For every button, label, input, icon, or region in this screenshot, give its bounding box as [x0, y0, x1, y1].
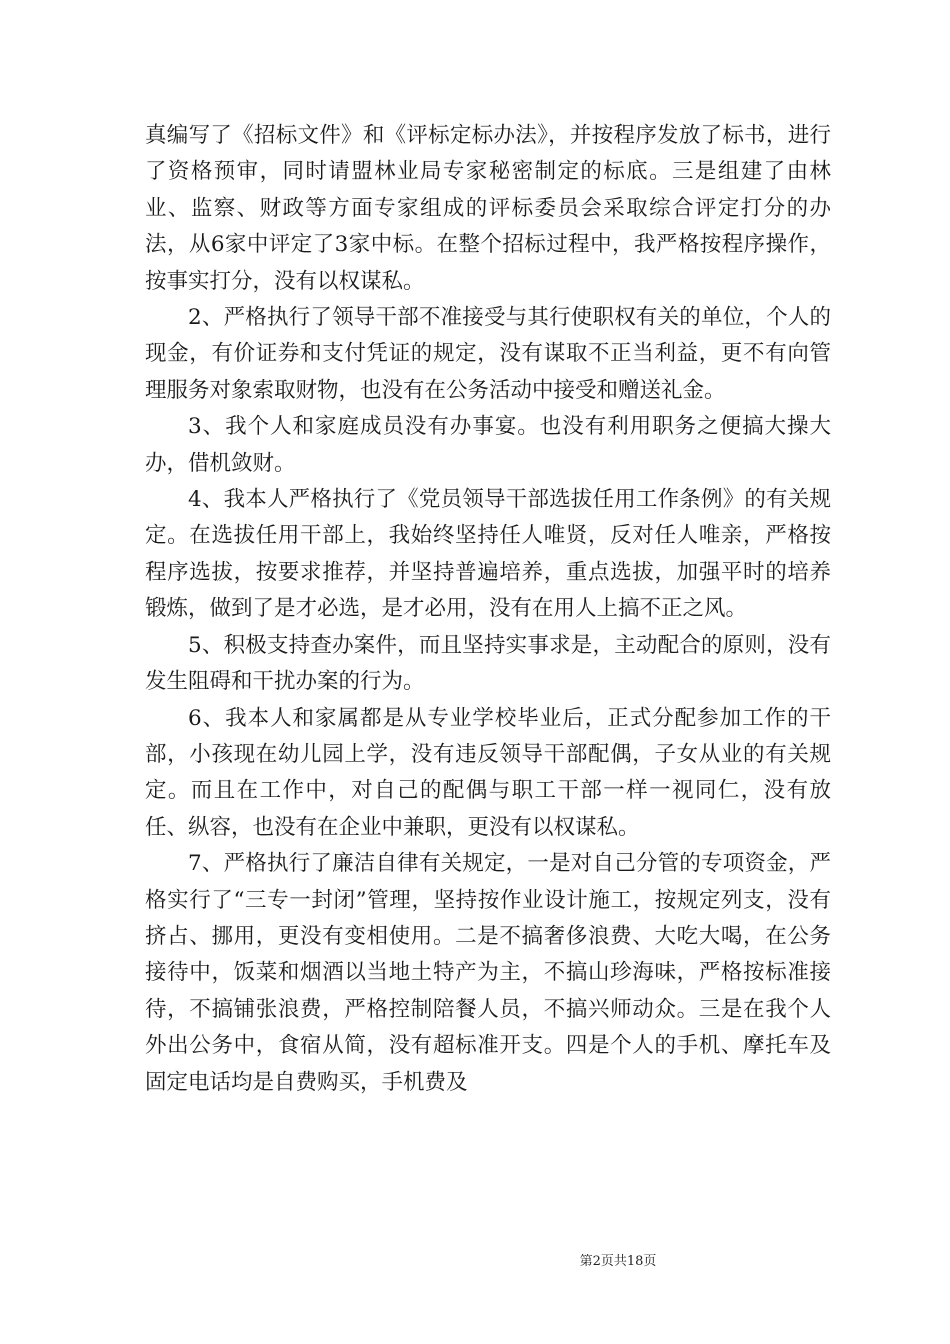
paragraph-item-4: 4、我本人严格执行了《党员领导干部选拔任用工作条例》的有关规定。在选拔任用干部上，我始终坚持任人唯贤，反对任人唯亲，严格按程序选拔，按要求推荐，并坚持普遍培养，重点选拔，加强平时的培养锻炼，做到了是才必选，是才必用，没有在用人上搞不正之风。 — [145, 487, 831, 622]
paragraph-item-6: 6、我本人和家属都是从专业学校毕业后，正式分配参加工作的干部，小孩现在幼儿园上学，没有违反领导干部配偶，子女从业的有关规定。而且在工作中，对自己的配偶与职工干部一样一视同仁，没有放任、纵容，也没有在企业中兼职，更没有以权谋私。 — [145, 705, 831, 840]
document-body — [145, 118, 831, 1101]
paragraph-item-3: 3、我个人和家庭成员没有办事宴。也没有利用职务之便搞大操大办，借机敛财。 — [145, 414, 831, 476]
paragraph-item-2: 2、严格执行了领导干部不准接受与其行使职权有关的单位，个人的现金，有价证券和支付凭证的规定，没有谋取不正当利益，更不有向管理服务对象索取财物，也没有在公务活动中接受和赠送礼金。 — [145, 305, 831, 403]
paragraph-item-7: 7、严格执行了廉洁自律有关规定，一是对自己分管的专项资金，严格实行了“三专一封闭”管理，坚持按作业设计施工，按规定列支，没有挤占、挪用，更没有变相使用。二是不搞奢侈浪费、大吃大喝，在公务接待中，饭菜和烟酒以当地土特产为主，不搞山珍海味，严格按标准接待，不搞铺张浪费，严格控制陪餐人员，不搞兴师动众。三是在我个人外出公务中，食宿从简，没有超标准开支。四是个人的手机、摩托车及固定电话均是自费购买，手机费及 — [145, 851, 831, 1095]
paragraph-item-5: 5、积极支持查办案件，而且坚持实事求是，主动配合的原则，没有发生阻碍和干扰办案的行为。 — [145, 632, 831, 695]
paragraph-continued: 真编写了《招标文件》和《评标定标办法》，并按程序发放了标书，进行了资格预审，同时请盟林业局专家秘密制定的标底。三是组建了由林业、监察、财政等方面专家组成的评标委员会采取综合评定打分的办法，从6家中评定了3家中标。在整个招标过程中，我严格按程序操作，按事实打分，没有以权谋私。 — [145, 123, 831, 294]
page-number-footer: 第2页共18页 — [579, 1254, 657, 1269]
